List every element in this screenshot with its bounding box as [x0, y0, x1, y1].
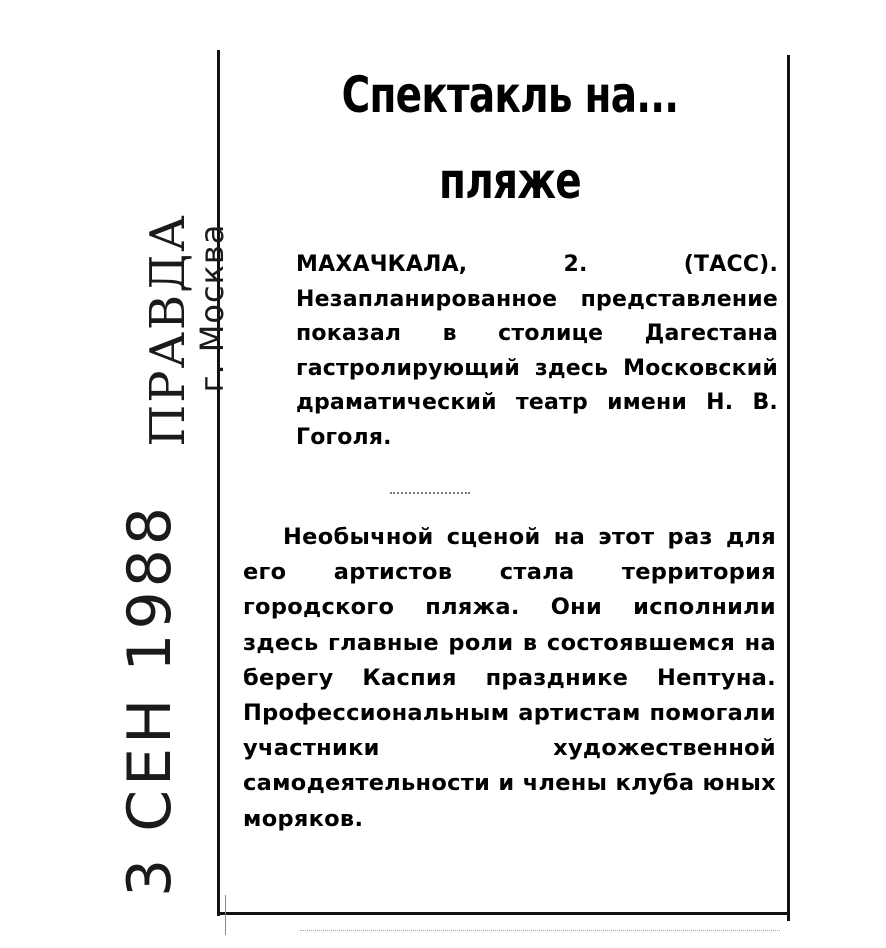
headline-line-2: пляже — [439, 152, 581, 210]
clipping-edge-mark — [225, 895, 226, 935]
scan-specks — [300, 930, 780, 941]
clipping-border-bottom — [217, 912, 790, 915]
stamp-city: г. Москва — [193, 223, 231, 393]
article-dateline: МАХАЧКАЛА, 2. (ТАСС). — [296, 252, 778, 277]
article-headline — [250, 52, 770, 224]
stamp-date: 3 СЕН 1988 — [115, 503, 185, 897]
clipping-border-right — [787, 55, 790, 921]
clipping-border-left — [217, 50, 220, 916]
headline-line-1: Спектакль на... — [341, 66, 679, 124]
article-body: Необычной сценой на этот раз для его артистов стала территория городского пляжа. Они исполнили здесь главные роли в состоявшемся на берегу Каспия празднике Нептуна. Профессиональным артистам помогали участники художественной самодеятельности и члены клуба юных моряков. — [243, 524, 776, 832]
stamp-newspaper-name: ПРАВДА — [140, 213, 196, 447]
article-lead — [296, 248, 778, 455]
separator-dots — [390, 490, 470, 494]
article-lead-text: Незапланированное представление показал в столице Дагестана гастролирующий здесь Московский драматический театр имени Н. В. Гоголя. — [296, 286, 778, 450]
